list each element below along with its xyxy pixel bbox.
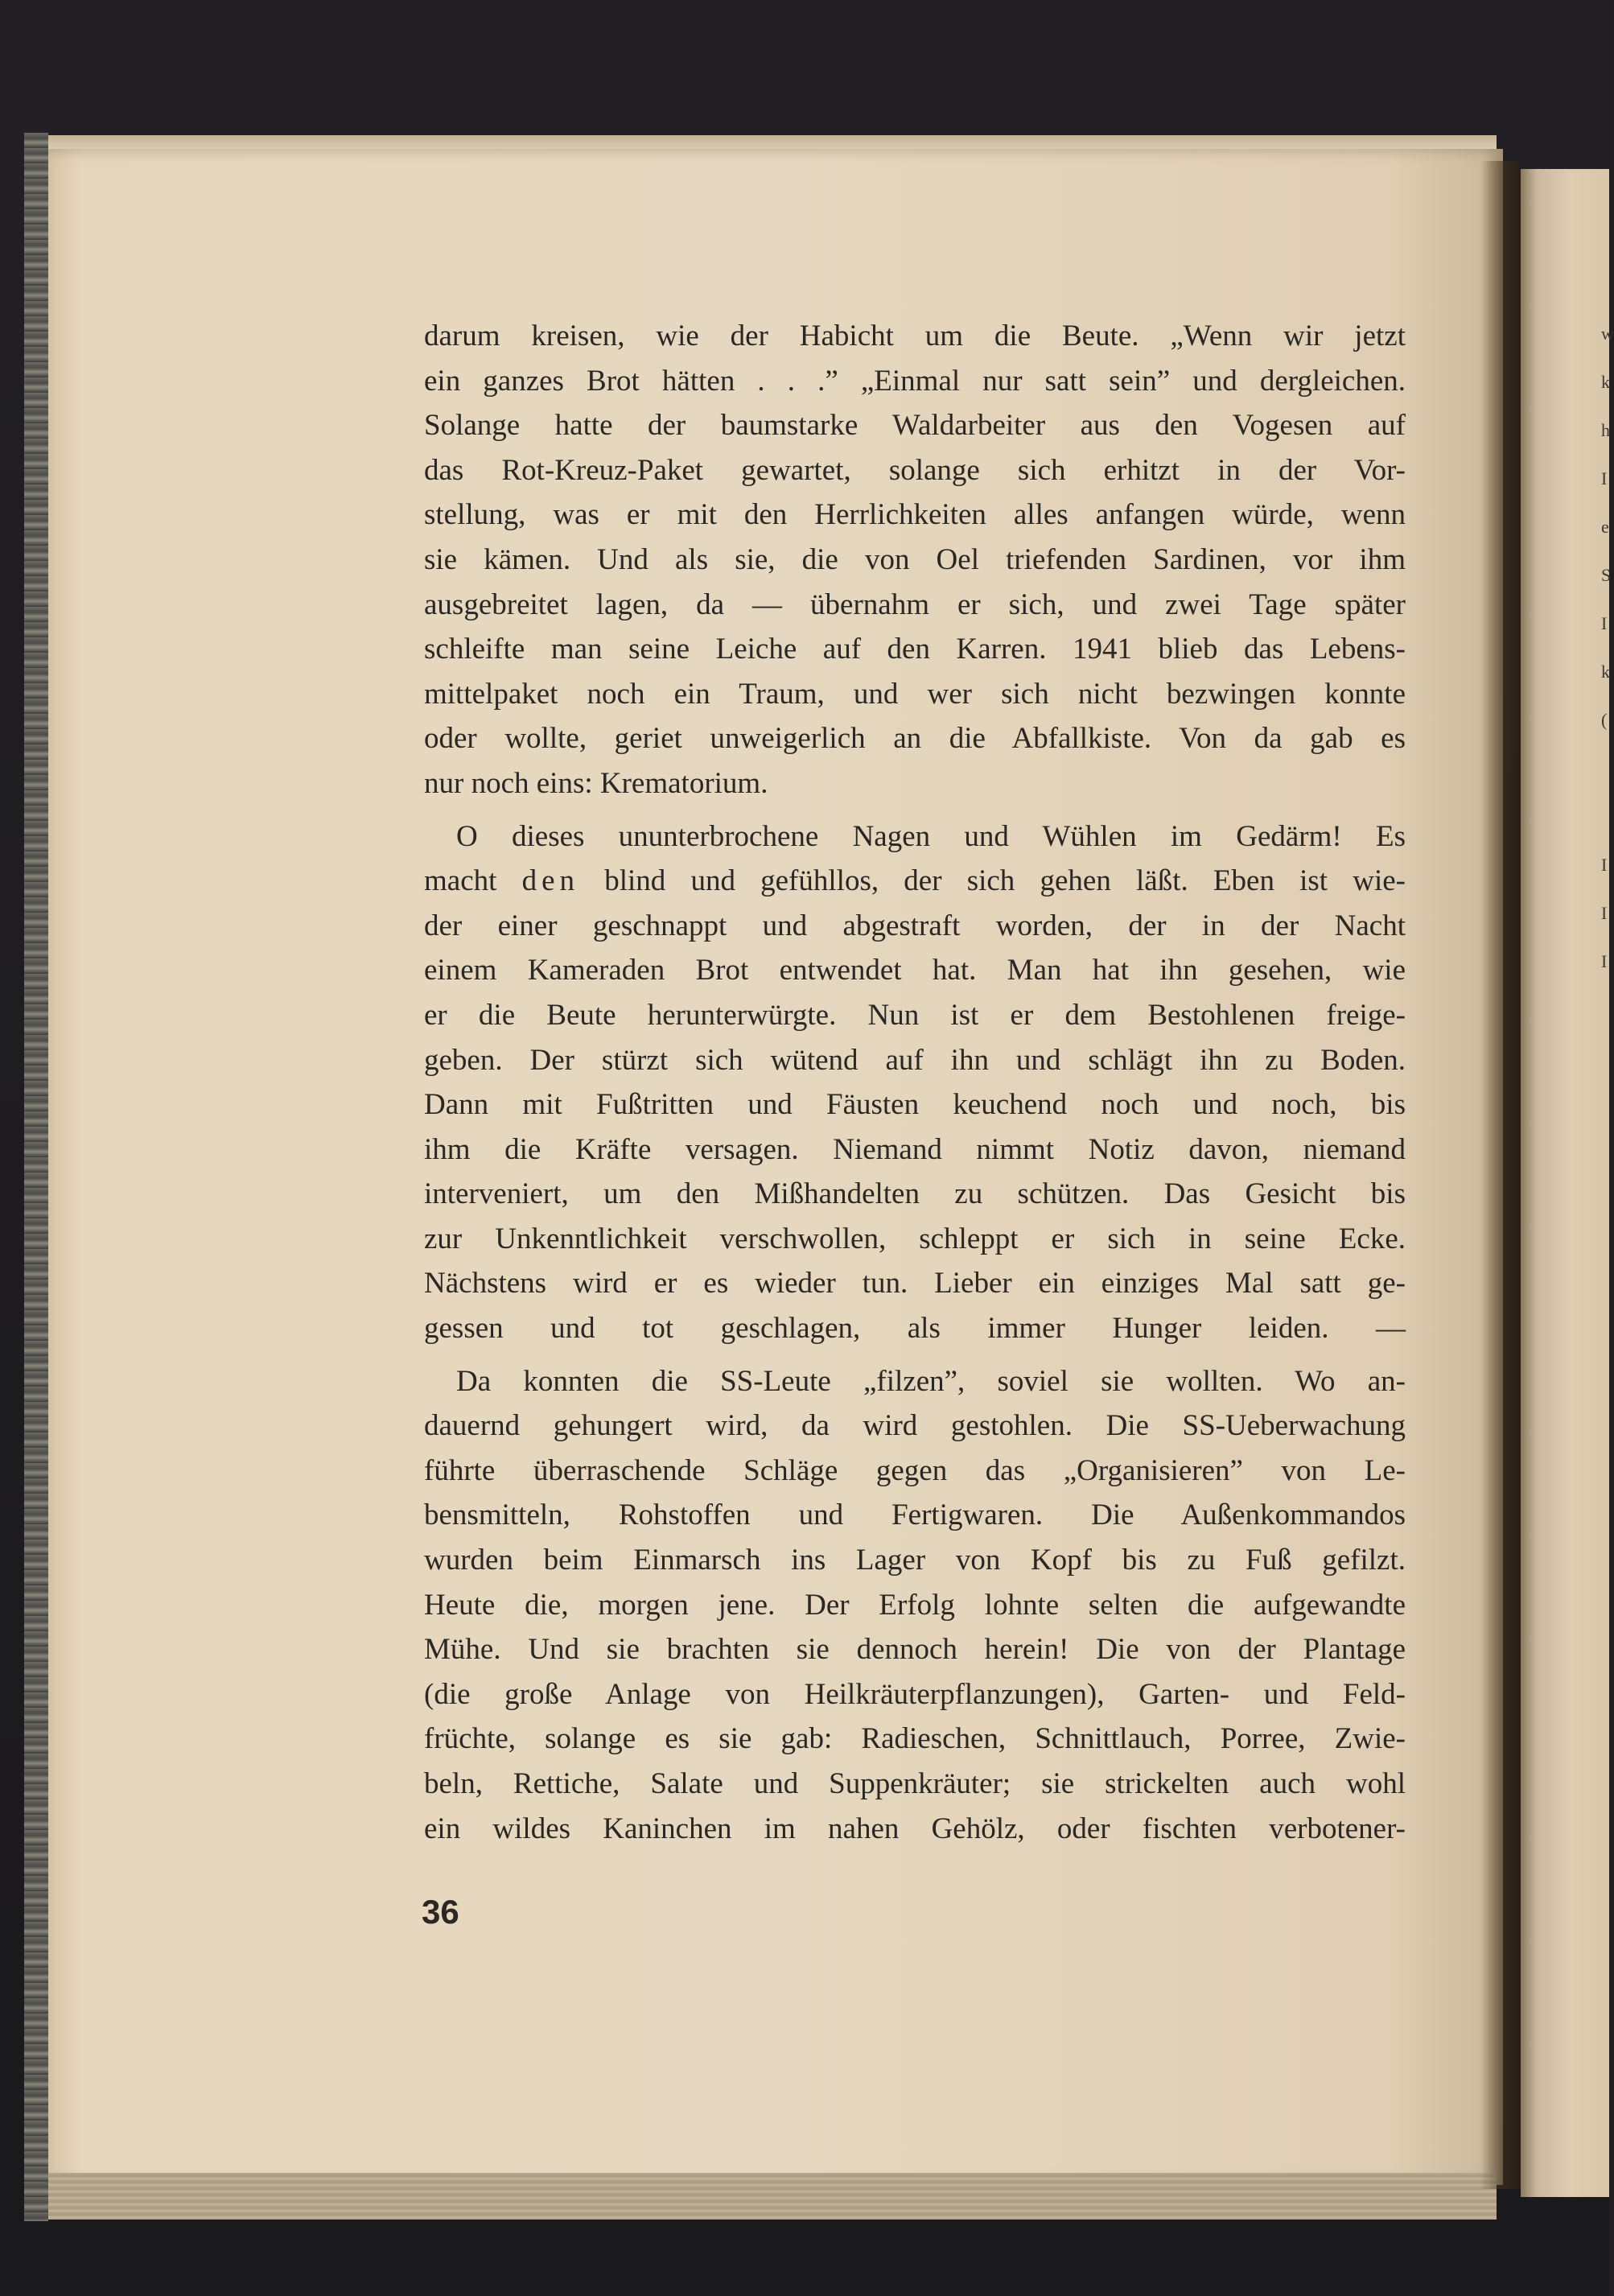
paragraph-1 <box>424 314 1406 806</box>
text-line: O dieses ununterbrochene Nagen und Wühlen im Gedärm! Es <box>456 819 1406 853</box>
facing-page-fragment: I <box>1601 951 1608 971</box>
text-line: schleifte man seine Leiche auf den Karren. 1941 blieb das Lebens- <box>424 633 1406 666</box>
text-fragment: macht <box>424 864 497 898</box>
text-line: Dann mit Fußtritten und Fäusten keuchend noch und noch, bis <box>424 1088 1406 1122</box>
text-line: ein ganzes Brot hätten . . .” „Einmal nur satt sein” und dergleichen. <box>424 364 1406 398</box>
text-line: der einer geschnappt und abgestraft worden, der in der Nacht <box>424 909 1406 942</box>
facing-page-fragment: w <box>1601 324 1614 344</box>
paragraph-2 <box>424 814 1406 1351</box>
page-number: 36 <box>422 1893 459 1931</box>
text-line: Heute die, morgen jene. Der Erfolg lohnte selten die aufgewandte <box>424 1588 1406 1622</box>
text-line: oder wollte, geriet unweigerlich an die Abfallkiste. Von da gab es <box>424 722 1406 756</box>
text-line: Da konnten die SS-Leute „filzen”, soviel sie wollten. Wo an- <box>456 1364 1406 1398</box>
text-line: geben. Der stürzt sich wütend auf ihn und schlägt ihn zu Boden. <box>424 1043 1406 1077</box>
facing-page-gap <box>1601 744 1609 841</box>
text-line: das Rot-Kreuz-Paket gewartet, solange sich erhitzt in der Vor- <box>424 453 1406 487</box>
text-line: ausgebreitet lagen, da — übernahm er sich, und zwei Tage später <box>424 587 1406 621</box>
text-line: er die Beute herunterwürgte. Nun ist er dem Bestohlenen freige- <box>424 998 1406 1032</box>
text-line: nur noch eins: Krematorium. <box>424 766 768 800</box>
text-line: wurden beim Einmarsch ins Lager von Kopf bis zu Fuß gefilzt. <box>424 1544 1406 1577</box>
text-line: ihm die Kräfte versagen. Niemand nimmt Notiz davon, niemand <box>424 1132 1406 1166</box>
text-line: Nächstens wird er es wieder tun. Lieber ein einziges Mal satt ge- <box>424 1267 1406 1301</box>
page-stack-bottom <box>48 2173 1497 2220</box>
text-line: zur Unkenntlichkeit verschwollen, schleppt er sich in seine Ecke. <box>424 1222 1406 1255</box>
text-line-with-spaced-word <box>424 859 1406 904</box>
facing-page-fragment: S <box>1601 565 1612 585</box>
text-line: ein wildes Kaninchen im nahen Gehölz, oder fischten verbotener- <box>424 1812 1406 1845</box>
text-line: (die große Anlage von Heilkräuterpflanzungen), Garten- und Feld- <box>424 1677 1406 1711</box>
text-line: mittelpaket noch ein Traum, und wer sich nicht bezwingen konnte <box>424 677 1406 711</box>
facing-page-text-fragments <box>1601 310 1614 986</box>
facing-page-fragment: k <box>1601 372 1610 392</box>
emphasized-word: den <box>521 864 580 898</box>
facing-page-fragment: h <box>1601 420 1610 440</box>
text-line: bensmitteln, Rohstoffen und Fertigwaren. Die Außenkommandos <box>424 1498 1406 1532</box>
facing-page-fragment: I <box>1601 613 1608 633</box>
text-line: früchte, solange es sie gab: Radieschen, Schnittlauch, Porree, Zwie- <box>424 1722 1406 1756</box>
facing-page-edge <box>1521 169 1614 2197</box>
text-line: interveniert, um den Mißhandelten zu schützen. Das Gesicht bis <box>424 1177 1406 1211</box>
text-line: Mühe. Und sie brachten sie dennoch herein! Die von der Plantage <box>424 1633 1406 1667</box>
text-line: Solange hatte der baumstarke Waldarbeiter aus den Vogesen auf <box>424 409 1406 443</box>
body-text <box>424 314 1406 1851</box>
facing-page-fragment: e <box>1601 517 1609 537</box>
text-line: darum kreisen, wie der Habicht um die Beute. „Wenn wir jetzt <box>424 319 1406 352</box>
text-fragment: blind und gefühllos, der sich gehen läßt. Eben ist wie- <box>604 864 1406 898</box>
facing-page-fragment: k <box>1601 662 1610 682</box>
text-line: sie kämen. Und als sie, die von Oel triefenden Sardinen, vor ihm <box>424 542 1406 576</box>
text-line: stellung, was er mit den Herrlichkeiten alles anfangen würde, wenn <box>424 498 1406 532</box>
facing-page-fragment: I <box>1601 903 1608 923</box>
text-line: dauernd gehungert wird, da wird gestohlen. Die SS-Ueberwachung <box>424 1409 1406 1443</box>
facing-page-fragment: I <box>1601 468 1608 488</box>
facing-page-fragment: ( <box>1601 710 1608 730</box>
text-line: beln, Rettiche, Salate und Suppenkräuter; sie strickelten auch wohl <box>424 1767 1406 1800</box>
book-cover-edge <box>24 133 48 2221</box>
text-line: führte überraschende Schläge gegen das „Organisieren” von Le- <box>424 1453 1406 1487</box>
text-line: gessen und tot geschlagen, als immer Hunger leiden. — <box>424 1312 1406 1346</box>
paragraph-3 <box>424 1359 1406 1852</box>
text-line: einem Kameraden Brot entwendet hat. Man hat ihn gesehen, wie <box>424 954 1406 987</box>
facing-page-fragment: I <box>1601 855 1608 875</box>
spine-shadow <box>1480 161 1521 2189</box>
